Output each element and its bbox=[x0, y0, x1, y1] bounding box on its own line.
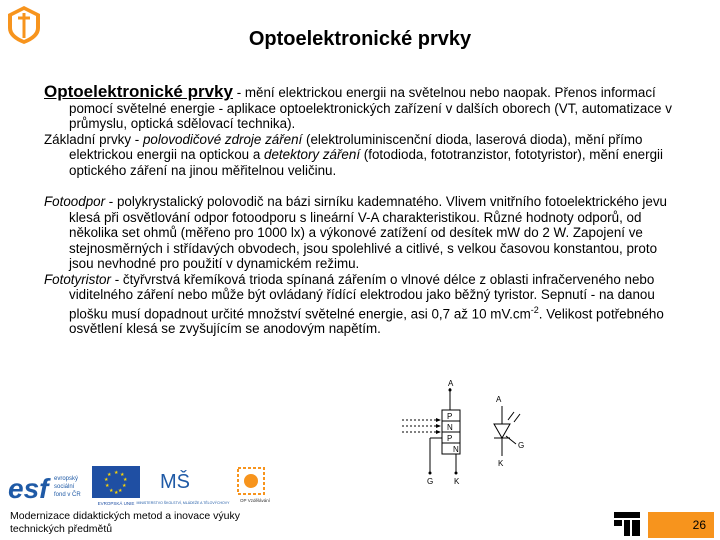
footer-line-2: technických předmětů bbox=[10, 523, 113, 535]
symbol-anode-label: A bbox=[496, 395, 502, 404]
footer-line-1: Modernizace didaktických metod a inovace výuky bbox=[10, 510, 240, 522]
esf-line1: evropský bbox=[54, 476, 79, 482]
phototyristor-term: Fototyristor bbox=[44, 271, 111, 287]
intro-paragraph bbox=[44, 84, 684, 132]
phototyristor-paragraph bbox=[44, 272, 684, 337]
tu-logo-icon bbox=[612, 510, 642, 538]
basic-tail: (fotodioda, fototranzistor, fototyristor), mění energii optického záření na jinou měřitelnou veličinu. bbox=[69, 147, 663, 178]
slide-body bbox=[44, 84, 684, 337]
sources-term: polovodičové zdroje záření bbox=[142, 131, 303, 147]
svg-text:★: ★ bbox=[122, 483, 127, 489]
eu-flag-logo bbox=[92, 466, 140, 506]
svg-text:★: ★ bbox=[123, 477, 128, 483]
eu-label: EVROPSKÁ UNIE bbox=[97, 501, 135, 506]
footer-text bbox=[10, 510, 240, 536]
esf-logo bbox=[6, 466, 86, 506]
svg-text:★: ★ bbox=[114, 470, 119, 476]
diagram-cathode-label: K bbox=[454, 477, 460, 486]
svg-text:★: ★ bbox=[120, 472, 125, 478]
page-number-badge bbox=[648, 512, 714, 538]
symbol-gate-label: G bbox=[518, 441, 525, 450]
page-number: 26 bbox=[692, 518, 706, 532]
op-label: OP Vzdělávání bbox=[240, 498, 270, 503]
svg-text:★: ★ bbox=[104, 477, 109, 483]
basic-paragraph bbox=[44, 132, 684, 179]
svg-text:★: ★ bbox=[107, 472, 112, 478]
detectors-term: detektory záření bbox=[264, 147, 361, 162]
photoresistor-term: Fotoodpor bbox=[44, 194, 106, 209]
photoresistor-text: - polykrystalický polovodič na bázi sirníku kademnatého. Vlivem vnitřního fotoelektrického jevu klesá při osvětlování odpor fotoodporu s lineární V-A charakteristikou. Různé hodnoty odporů, od několika set ohmů (měřeno pro 1000 lx) a výkonové zatížení od desítek mW do 2 W. Zapojení ve stejnosměrných i střídavých obvodech, jsou spolehlivé a citlivé, s velkou časovou konstantou, proto jsou nevhodné pro použití v dynamickém režimu. bbox=[69, 194, 667, 271]
layer-1: P bbox=[447, 412, 453, 421]
svg-text:★: ★ bbox=[114, 490, 119, 496]
basic-lead: Základní prvky - bbox=[44, 131, 143, 147]
msmt-label: MINISTERSTVO ŠKOLSTVÍ, MLÁDEŽE A TĚLOVÝCHOVY bbox=[136, 501, 230, 505]
esf-line2: sociální bbox=[54, 484, 75, 490]
layer-2: N bbox=[447, 423, 453, 432]
svg-text:★: ★ bbox=[118, 488, 123, 494]
intro-text: - mění elektrickou energii na světelnou nebo naopak. Přenos informací pomocí světelné energie - aplikace optoelektronických zařízení v dalších oborech (VT, automatizace v průmyslu, optická sdělovací technika). bbox=[69, 85, 672, 131]
layer-3: P bbox=[447, 434, 453, 443]
svg-text:★: ★ bbox=[109, 488, 114, 494]
photoresistor-paragraph bbox=[44, 194, 684, 272]
svg-text:MŠ: MŠ bbox=[160, 471, 190, 493]
svg-text:esf: esf bbox=[8, 473, 49, 504]
diagram-anode-label: A bbox=[448, 379, 454, 388]
svg-text:★: ★ bbox=[105, 483, 110, 489]
msmt-logo bbox=[136, 466, 230, 506]
diagram-gate-label: G bbox=[427, 477, 434, 486]
thyristor-symbol bbox=[484, 392, 528, 470]
phototyristor-tail: . Velikost potřebného osvětlení klesá se zvyšujícím se anodovým napětím. bbox=[69, 305, 664, 337]
intro-heading: Optoelektronické prvky bbox=[44, 82, 233, 101]
slide-title: Optoelektronické prvky bbox=[248, 28, 472, 50]
esf-line3: fond v ČR bbox=[54, 492, 81, 498]
phototyristor-text: - čtyřvrstvá křemíková trioda spínaná zářením o vlnové délce z oblasti infračerveného nebo viditelného záření nebo může být ovládaný řídící elektrodou jako běžný tyristor. Sepnutí - na danou plošku musí dopadnout určité množství světelné energie, asi 0,7 až 10 mV.cm bbox=[69, 271, 655, 321]
phototyristor-sup: -2 bbox=[530, 304, 539, 315]
op-logo bbox=[230, 466, 280, 506]
layer-4: N bbox=[453, 445, 459, 454]
basic-mid: (elektroluminiscenční dioda, laserová dioda), mění přímo elektrickou energii na optickou a bbox=[69, 131, 643, 162]
symbol-cathode-label: K bbox=[498, 459, 504, 468]
